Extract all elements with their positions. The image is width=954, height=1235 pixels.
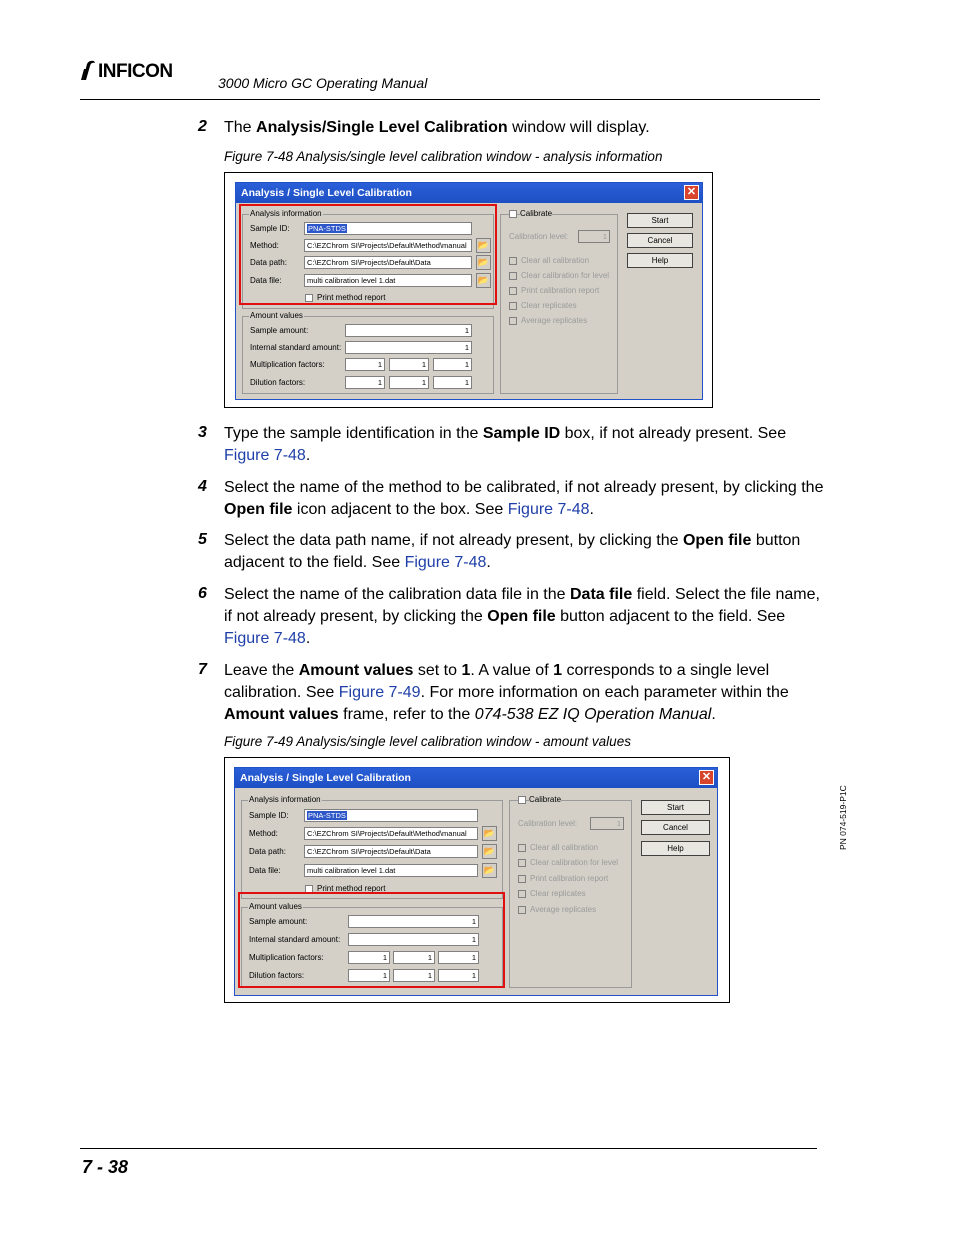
dilution-factor-input[interactable]: 1 bbox=[345, 376, 385, 389]
step-2-text: The Analysis/Single Level Calibration window will display. bbox=[224, 119, 650, 136]
start-button[interactable]: Start bbox=[627, 213, 693, 228]
step-4-text: Select the name of the method to be calibrated, if not already present, by clicking the Open file icon adjacent to the box. See Figure 7-48. bbox=[224, 479, 824, 518]
calibration-level-input[interactable]: 1 bbox=[590, 817, 624, 830]
sample-id-label: Sample ID: bbox=[250, 224, 290, 233]
step-number: 2 bbox=[198, 118, 207, 135]
multiplication-factor-input[interactable]: 1 bbox=[433, 358, 472, 371]
calibration-level-label: Calibration level: bbox=[509, 232, 569, 241]
dilution-factors-label: Dilution factors: bbox=[249, 971, 305, 980]
dilution-factor-input[interactable]: 1 bbox=[433, 376, 472, 389]
method-open-file-icon[interactable]: 📂 bbox=[482, 826, 497, 841]
amount-values-title: Amount values bbox=[249, 902, 302, 911]
header-rule bbox=[80, 99, 820, 100]
multiplication-factor-input[interactable]: 1 bbox=[345, 358, 385, 371]
option-checkbox[interactable] bbox=[509, 302, 517, 310]
multiplication-factor-input[interactable]: 1 bbox=[348, 951, 390, 964]
calibrate-checkbox[interactable] bbox=[509, 210, 517, 218]
option-label: Clear replicates bbox=[521, 301, 577, 310]
internal-standard-input[interactable]: 1 bbox=[345, 341, 472, 354]
option-checkbox[interactable] bbox=[518, 844, 526, 852]
multiplication-factors-label: Multiplication factors: bbox=[249, 953, 324, 962]
step-number: 7 bbox=[198, 661, 207, 678]
option-checkbox[interactable] bbox=[518, 906, 526, 914]
option-label: Clear calibration for level bbox=[530, 858, 619, 867]
option-checkbox[interactable] bbox=[509, 257, 517, 265]
data-file-open-file-icon[interactable]: 📂 bbox=[476, 273, 491, 288]
highlight-box bbox=[239, 204, 497, 305]
analysis-information-group bbox=[241, 795, 503, 899]
manual-title: 3000 Micro GC Operating Manual bbox=[218, 75, 428, 91]
option-label: Clear all calibration bbox=[521, 256, 590, 265]
internal-standard-label: Internal standard amount: bbox=[249, 935, 341, 944]
step-3-text: Type the sample identification in the Sample ID box, if not already present. See Figure 7-48. bbox=[224, 425, 787, 464]
method-label: Method: bbox=[250, 241, 279, 250]
data-file-label: Data file: bbox=[250, 276, 282, 285]
calibration-dialog bbox=[234, 767, 718, 996]
print-method-label: Print method report bbox=[317, 293, 386, 302]
dialog-titlebar bbox=[236, 183, 702, 203]
step-7-text: Leave the Amount values set to 1. A value of 1 corresponds to a single level calibration. See Figure 7-49. For more information on each parameter within the Amount values frame, refer to the 074-538 EZ IQ Operation Manual. bbox=[224, 662, 789, 723]
print-method-label: Print method report bbox=[317, 884, 386, 893]
help-button[interactable]: Help bbox=[627, 253, 693, 268]
dialog-title: Analysis / Single Level Calibration bbox=[240, 772, 411, 784]
dialog-title: Analysis / Single Level Calibration bbox=[241, 187, 412, 199]
dialog-titlebar bbox=[235, 768, 717, 788]
figure-49-caption: Figure 7-49 Analysis/single level calibration window - amount values bbox=[224, 734, 631, 749]
logo-text: INFICON bbox=[98, 61, 173, 82]
highlight-box bbox=[238, 892, 505, 988]
option-label: Clear replicates bbox=[530, 889, 586, 898]
figure-link[interactable]: Figure 7-48 bbox=[224, 630, 306, 647]
inficon-logo-mark-icon bbox=[80, 60, 96, 80]
figure-48-caption: Figure 7-48 Analysis/single level calibration window - analysis information bbox=[224, 149, 663, 164]
data-file-label: Data file: bbox=[249, 866, 281, 875]
step-number: 6 bbox=[198, 585, 207, 602]
calibration-dialog bbox=[235, 182, 703, 400]
method-input[interactable]: C:\EZChrom SI\Projects\Default\Method\manual bbox=[304, 239, 472, 252]
method-input[interactable]: C:\EZChrom SI\Projects\Default\Method\manual bbox=[304, 827, 478, 840]
option-label: Clear all calibration bbox=[530, 843, 599, 852]
data-file-open-file-icon[interactable]: 📂 bbox=[482, 863, 497, 878]
option-label: Average replicates bbox=[521, 316, 588, 325]
calibration-level-input[interactable]: 1 bbox=[578, 230, 610, 243]
help-button[interactable]: Help bbox=[641, 841, 710, 856]
multiplication-factor-input[interactable]: 1 bbox=[393, 951, 435, 964]
figure-link[interactable]: Figure 7-48 bbox=[404, 554, 487, 571]
figure-link[interactable]: Figure 7-49 bbox=[338, 684, 421, 701]
sample-id-input[interactable]: PNA-STDS bbox=[304, 222, 472, 235]
data-path-label: Data path: bbox=[249, 847, 286, 856]
data-path-label: Data path: bbox=[250, 258, 287, 267]
dilution-factor-input[interactable]: 1 bbox=[389, 376, 429, 389]
data-file-input[interactable]: multi calibration level 1.dat bbox=[304, 864, 478, 877]
option-label: Print calibration report bbox=[530, 874, 609, 883]
option-label: Print calibration report bbox=[521, 286, 600, 295]
sample-id-input[interactable]: PNA-STDS bbox=[304, 809, 478, 822]
cancel-button[interactable]: Cancel bbox=[641, 820, 710, 835]
dilution-factor-input[interactable]: 1 bbox=[438, 969, 479, 982]
calibrate-checkbox[interactable] bbox=[518, 796, 526, 804]
figure-48 bbox=[224, 172, 713, 408]
sample-amount-input[interactable]: 1 bbox=[345, 324, 472, 337]
inficon-logo bbox=[80, 60, 173, 83]
calibrate-label: Calibrate bbox=[520, 209, 553, 218]
data-path-input[interactable]: C:\EZChrom SI\Projects\Default\Data bbox=[304, 256, 472, 269]
calibrate-group bbox=[509, 795, 632, 988]
calibrate-label: Calibrate bbox=[529, 795, 562, 804]
multiplication-factor-input[interactable]: 1 bbox=[389, 358, 429, 371]
method-label: Method: bbox=[249, 829, 278, 838]
data-file-input[interactable]: multi calibration level 1.dat bbox=[304, 274, 472, 287]
calibration-level-label: Calibration level: bbox=[518, 819, 578, 828]
multiplication-factor-input[interactable]: 1 bbox=[438, 951, 479, 964]
multiplication-factors-label: Multiplication factors: bbox=[250, 360, 325, 369]
internal-standard-label: Internal standard amount: bbox=[250, 343, 342, 352]
sample-id-label: Sample ID: bbox=[249, 811, 289, 820]
option-label: Average replicates bbox=[530, 905, 597, 914]
option-label: Clear calibration for level bbox=[521, 271, 610, 280]
sample-amount-label: Sample amount: bbox=[249, 917, 308, 926]
dilution-factor-input[interactable]: 1 bbox=[393, 969, 435, 982]
analysis-information-title: Analysis information bbox=[249, 795, 321, 804]
close-button[interactable]: ✕ bbox=[684, 185, 699, 200]
calibrate-group bbox=[500, 209, 618, 394]
part-number: PN 074-519-P1C bbox=[838, 785, 848, 850]
page-number: 7 - 38 bbox=[82, 1157, 129, 1177]
sample-amount-input[interactable]: 1 bbox=[348, 915, 479, 928]
dilution-factor-input[interactable]: 1 bbox=[348, 969, 390, 982]
step-number: 4 bbox=[198, 478, 207, 495]
option-checkbox[interactable] bbox=[518, 890, 526, 898]
amount-values-title: Amount values bbox=[250, 311, 303, 320]
step-6-text: Select the name of the calibration data file in the Data file field. Select the file name, if not already present, by clicking the Open file button adjacent to the field. See Figure 7-48. bbox=[224, 586, 820, 647]
option-checkbox[interactable] bbox=[518, 875, 526, 883]
amount-values-group bbox=[242, 311, 494, 394]
option-checkbox[interactable] bbox=[509, 287, 517, 295]
start-button[interactable]: Start bbox=[641, 800, 710, 815]
step-5-text: Select the data path name, if not already present, by clicking the Open file button adjacent to the field. See Figure 7-48. bbox=[224, 532, 801, 571]
option-checkbox[interactable] bbox=[509, 317, 517, 325]
data-path-open-file-icon[interactable]: 📂 bbox=[476, 255, 491, 270]
option-checkbox[interactable] bbox=[518, 859, 526, 867]
data-path-input[interactable]: C:\EZChrom SI\Projects\Default\Data bbox=[304, 845, 478, 858]
internal-standard-input[interactable]: 1 bbox=[348, 933, 479, 946]
footer-rule bbox=[80, 1148, 817, 1149]
data-path-open-file-icon[interactable]: 📂 bbox=[482, 844, 497, 859]
option-checkbox[interactable] bbox=[509, 272, 517, 280]
close-button[interactable]: ✕ bbox=[699, 770, 714, 785]
figure-49 bbox=[224, 757, 730, 1003]
sample-amount-label: Sample amount: bbox=[250, 326, 309, 335]
step-number: 3 bbox=[198, 424, 207, 441]
figure-link[interactable]: Figure 7-48 bbox=[224, 447, 306, 464]
step-number: 5 bbox=[198, 531, 207, 548]
figure-link[interactable]: Figure 7-48 bbox=[507, 501, 590, 518]
cancel-button[interactable]: Cancel bbox=[627, 233, 693, 248]
method-open-file-icon[interactable]: 📂 bbox=[476, 238, 491, 253]
dilution-factors-label: Dilution factors: bbox=[250, 378, 306, 387]
analysis-information-title: Analysis information bbox=[250, 209, 322, 218]
